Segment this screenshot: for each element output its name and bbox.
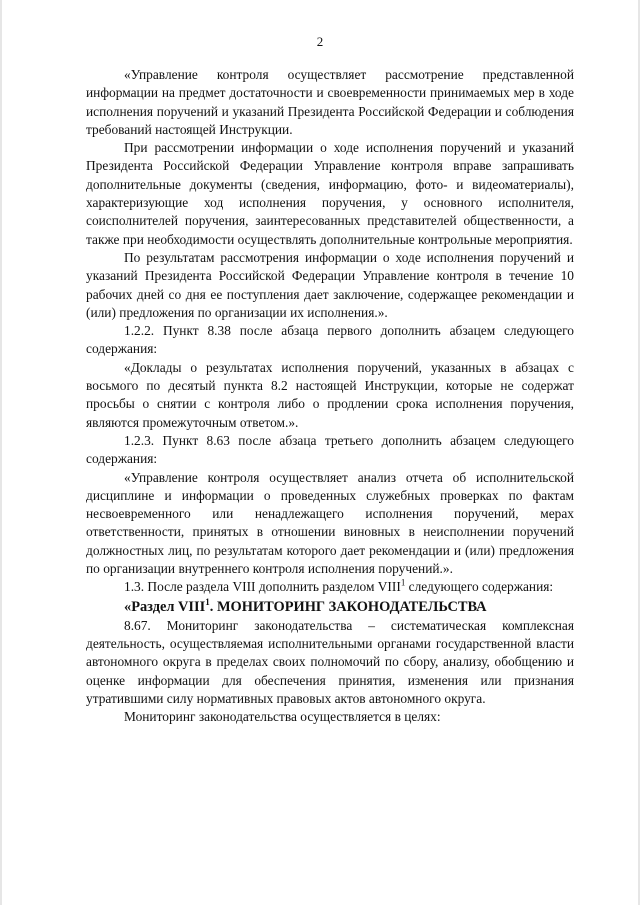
paragraph-text: 1.3. После раздела VIII дополнить разделом VIII	[124, 579, 401, 595]
scan-left-edge	[0, 0, 2, 905]
section-heading	[86, 597, 574, 617]
paragraph: «Управление контроля осуществляет рассмотрение представленной информации на предмет достаточности и своевременности принимаемых мер в ходе исполнения поручений и указаний Президента Российской Федерации и соблюдения требований настоящей Инструкции.	[86, 67, 574, 137]
page-number: 2	[316, 34, 324, 49]
paragraph: По результатам рассмотрения информации о ходе исполнения поручений и указаний Президента Российской Федерации Управление контроля в течение 10 рабочих дней со дня ее поступления дает заключение, содержащее рекомендации и (или) предложения по организации их исполнения.».	[86, 249, 574, 320]
paragraph: При рассмотрении информации о ходе исполнения поручений и указаний Президента Российской Федерации Управление контроля вправе запрашивать дополнительные документы (сведения, информацию, фото- и видеоматериалы), характеризующие ход исполнения поручения, у основного исполнителя, соисполнителей поручения, заинтересованных представителей общественности, а также при необходимости осуществлять дополнительные контрольные мероприятия.	[86, 140, 574, 247]
paragraph: Мониторинг законодательства осуществляется в целях:	[124, 709, 441, 725]
heading-text: «Раздел VIII	[124, 598, 206, 615]
heading-text: . МОНИТОРИНГ ЗАКОНОДАТЕЛЬСТВА	[209, 598, 487, 615]
paragraph-text: следующего содержания:	[405, 579, 554, 595]
paragraph: 1.2.3. Пункт 8.63 после абзаца третьего дополнить абзацем следующего содержания:	[86, 432, 574, 467]
document-body	[86, 66, 574, 726]
paragraph: «Доклады о результатах исполнения поручений, указанных в абзацах с восьмого по десятый пункта 8.2 настоящей Инструкции, которые не содержат просьбы о снятии с контроля либо о продлении срока исполнения поручения, являются промежуточным ответом.».	[86, 359, 574, 430]
superscript: 1	[205, 596, 210, 607]
paragraph: 1.2.2. Пункт 8.38 после абзаца первого дополнить абзацем следующего содержания:	[86, 323, 574, 357]
paragraph: 8.67. Мониторинг законодательства – систематическая комплексная деятельность, осуществляемая исполнительными органами государственной власти автономного округа в пределах своих полномочий по сбору, анализу, обобщению и оценке информации для обеспечения принятия, изменения или признания утратившими силу нормативных правовых актов автономного округа.	[86, 617, 574, 706]
paragraph: «Управление контроля осуществляет анализ отчета об исполнительской дисциплине и информации о проведенных служебных проверках по фактам несвоевременного или ненадлежащего исполнения поручений, мерах ответственности, принятых в отношении виновных в неисполнении поручений должностных лиц, по результатам которого дает рекомендации и (или) предложения по организации внутреннего контроля исполнения поручений.».	[86, 469, 574, 577]
paragraph-section-addition	[86, 578, 574, 596]
superscript: 1	[400, 577, 406, 588]
